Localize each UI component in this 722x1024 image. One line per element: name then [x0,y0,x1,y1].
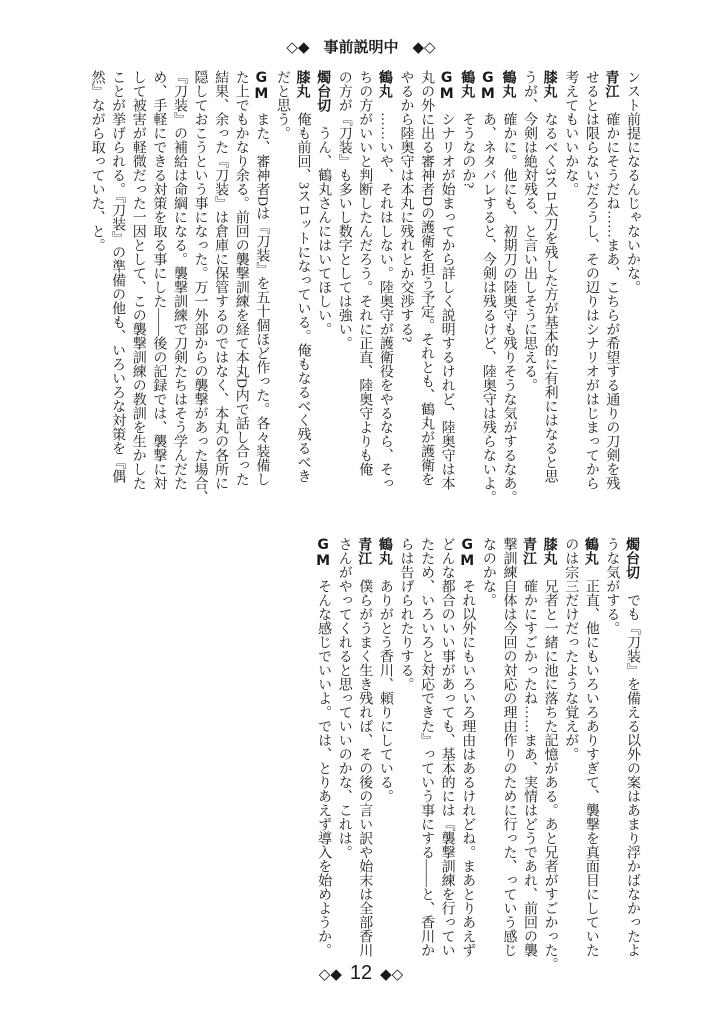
dialogue-text: うが、今剣は絶対残る、と言い出しそうに思える。 [522,70,538,392]
speaker-name: 鶴丸 [582,537,599,565]
dialogue-text: さんがやってくれると思っていいのかな、これは。 [336,537,352,859]
dialogue-text: の方が『刀装』も多いし数字としては強い。 [336,70,352,350]
dialogue-continuation-line [498,537,519,957]
dialogue-text: た上でもかなり余る。前回の襲撃訓練を経て本丸D内で話し合った [233,70,249,487]
dialogue-continuation-line [86,70,107,490]
dialogue-line [601,70,622,490]
dialogue-text: 確かにそうだね……まあ、こちらが希望する通りの刀剣を残 [604,112,620,490]
dialogue-line [436,70,457,490]
dialogue-continuation-line [168,70,189,490]
dialogue-text: 正直、他にもいろいろありすぎて、襲撃を真面目にしていた [583,579,599,957]
dialogue-line [374,70,395,490]
diamond-ornament-left: ◇◆ [318,967,342,983]
dialogue-text: 俺も前回、3スロットになっている。俺もなるべく残るべき [295,112,311,483]
dialogue-text: だと思う。 [274,70,290,140]
dialogue-continuation-line [354,70,375,490]
dialogue-continuation-line [560,70,581,490]
dialogue-continuation-line [107,70,128,490]
dialogue-text: 撃訓練自体は今回の対応の理由作りのために行った、っていう感じ [501,537,517,957]
page-footer [0,962,722,985]
speaker-name: 膝丸 [294,70,311,98]
dialogue-continuation-line [271,70,292,490]
dialogue-text: あ、ネタバレすると、今剣は残るけど、陸奥守は残らないよ。 [480,112,496,504]
speaker-name: 青江 [521,537,538,565]
lower-text-block [313,537,643,971]
speaker-name: GM [438,70,455,102]
diamond-ornament-right: ◆◇ [380,967,404,983]
dialogue-line [580,537,601,957]
dialogue-continuation-line [601,537,622,957]
dialogue-text: して被害が軽微だった一因として、この襲撃訓練の教訓を生かした [130,70,146,490]
dialogue-text: のは宗三だけだったような覚えが。 [563,537,579,761]
dialogue-text: シナリオが始まってから詳しく説明するけれど、陸奥守は本 [439,112,455,490]
dialogue-continuation-line [395,70,416,490]
dialogue-text: 然』ながら取っていた、と。 [89,70,105,252]
dialogue-continuation-line [518,70,539,490]
dialogue-line [539,70,560,490]
speaker-name: GM [253,70,270,102]
dialogue-continuation-line [436,537,457,957]
dialogue-line [457,537,478,957]
dialogue-text: やるから陸奥守は本丸に残れとか交渉する? [398,70,414,343]
dialogue-continuation-line [415,537,436,957]
dialogue-continuation-line [395,537,416,957]
dialogue-continuation-line [189,70,210,504]
dialogue-text: それ以外にもいろいろ理由はあるけれどね。まあとりあえず [460,579,476,957]
dialogue-continuation-line [580,70,601,490]
dialogue-continuation-line [333,70,354,490]
dialogue-text: 隠しておこうという事になった。万一外部からの襲撃があった場合、 [192,70,208,504]
diamond-ornament-left: ◇◆ [286,40,310,56]
running-header [0,36,722,57]
speaker-name: GM [315,537,332,569]
dialogue-line [621,537,642,957]
dialogue-continuation-line [333,537,354,957]
dialogue-text: 考えてもいいかな。 [563,70,579,196]
dialogue-text: ンスト前提になるんじゃないかな。 [625,70,640,294]
dialogue-line [539,537,560,971]
speaker-name: 鶴丸 [376,70,393,98]
speaker-name: 青江 [356,537,373,565]
dialogue-text: 兄者と一緒に池に落ちた記憶がある。あと兄者がすごかった。 [542,579,558,971]
dialogue-line [251,70,272,490]
dialogue-text: ちの方がいいと判断したんだろう。それに正直、陸奥守よりも俺 [357,70,373,476]
dialogue-text: そんな感じでいいよ。では、とりあえず導入を始めようか。 [316,579,332,957]
dialogue-text: 僕らがうまく生き残れば、その後の言い訳や始末は全部香川 [357,579,373,957]
dialogue-continuation-line [210,70,231,490]
chapter-title: 事前説明中 [323,38,399,56]
dialogue-text: なるべく3スロ太刀を残した方が基本的に有利にはなると思 [542,112,558,483]
speaker-name: 鶴丸 [459,70,476,98]
dialogue-line [374,537,395,957]
dialogue-line [292,70,313,490]
dialogue-text: らは告げられたりする。 [398,537,414,691]
speaker-name: 膝丸 [541,537,558,565]
dialogue-continuation-line [148,70,169,490]
page-number: 12 [349,962,373,984]
dialogue-line [457,70,478,490]
dialogue-continuation-line [560,537,581,957]
speaker-name: 鶴丸 [500,70,517,98]
upper-text-block [86,70,642,504]
dialogue-text: ことが挙げられる。『刀装』の準備の他も、いろいろな対策を『偶 [110,70,126,483]
dialogue-continuation-line [127,70,148,490]
dialogue-line [313,537,334,957]
dialogue-line [518,537,539,957]
dialogue-text: でも『刀装』を備える以外の案はあまり浮かばなかったよ [625,593,640,957]
dialogue-continuation-line [477,537,498,957]
dialogue-line [313,70,334,490]
dialogue-text: うん、鶴丸さんにはいてほしい。 [316,126,332,336]
speaker-name: 燭台切 [315,70,332,112]
diamond-ornament-right: ◆◇ [412,40,436,56]
dialogue-text: また、審神者Dは『刀装』を五十個ほど作った。各々装備し [254,112,270,487]
speaker-name: 燭台切 [624,537,640,579]
dialogue-text: 結果、余った『刀装』は倉庫に保管するのではなく、本丸の各所に [213,70,229,490]
dialogue-text: 丸の外に出る審神者Dの護衛を担う予定。それとも、鶴丸が護衛を [419,70,435,487]
dialogue-text: 確かにすごかったね……まあ、実情はどうであれ、前回の襲 [522,579,538,957]
dialogue-line [477,70,498,504]
dialogue-text: どんな都合のいい事があっても、基本的には『襲撃訓練を行ってい [439,537,455,957]
dialogue-text: ありがとう香川、頼りにしている。 [377,579,393,803]
dialogue-text: たため、いろいろと対応できた』っていう事にする――と、香川か [419,537,435,957]
dialogue-text: うな気がする。 [604,537,620,635]
dialogue-continuation-line [415,70,436,490]
speaker-name: 鶴丸 [376,537,393,565]
dialogue-text: ……いや、それはしない。陸奥守が護衛役をやるなら、そっ [377,112,393,490]
dialogue-line [354,537,375,957]
dialogue-text: め、手軽にできる対策を取る事にした――後の記録では、襲撃に対 [151,70,167,490]
dialogue-text: せるとは限らないだろうし、その辺りはシナリオがはじまってから [583,70,599,490]
dialogue-line [498,70,519,504]
dialogue-text: そうなのか? [460,112,476,189]
dialogue-text: 『刀装』の補給は命綱になる。襲撃訓練で刀剣たちはそう学んだた [171,70,187,490]
dialogue-continuation-line [230,70,251,490]
dialogue-text: 確かに。他にも、初期刀の陸奥守も残りそうな気がするなあ。 [501,112,517,504]
dialogue-text: なのかな。 [480,537,496,607]
dialogue-continuation-line [621,70,642,490]
speaker-name: GM [459,537,476,569]
speaker-name: 青江 [603,70,620,98]
speaker-name: 膝丸 [541,70,558,98]
speaker-name: GM [479,70,496,102]
